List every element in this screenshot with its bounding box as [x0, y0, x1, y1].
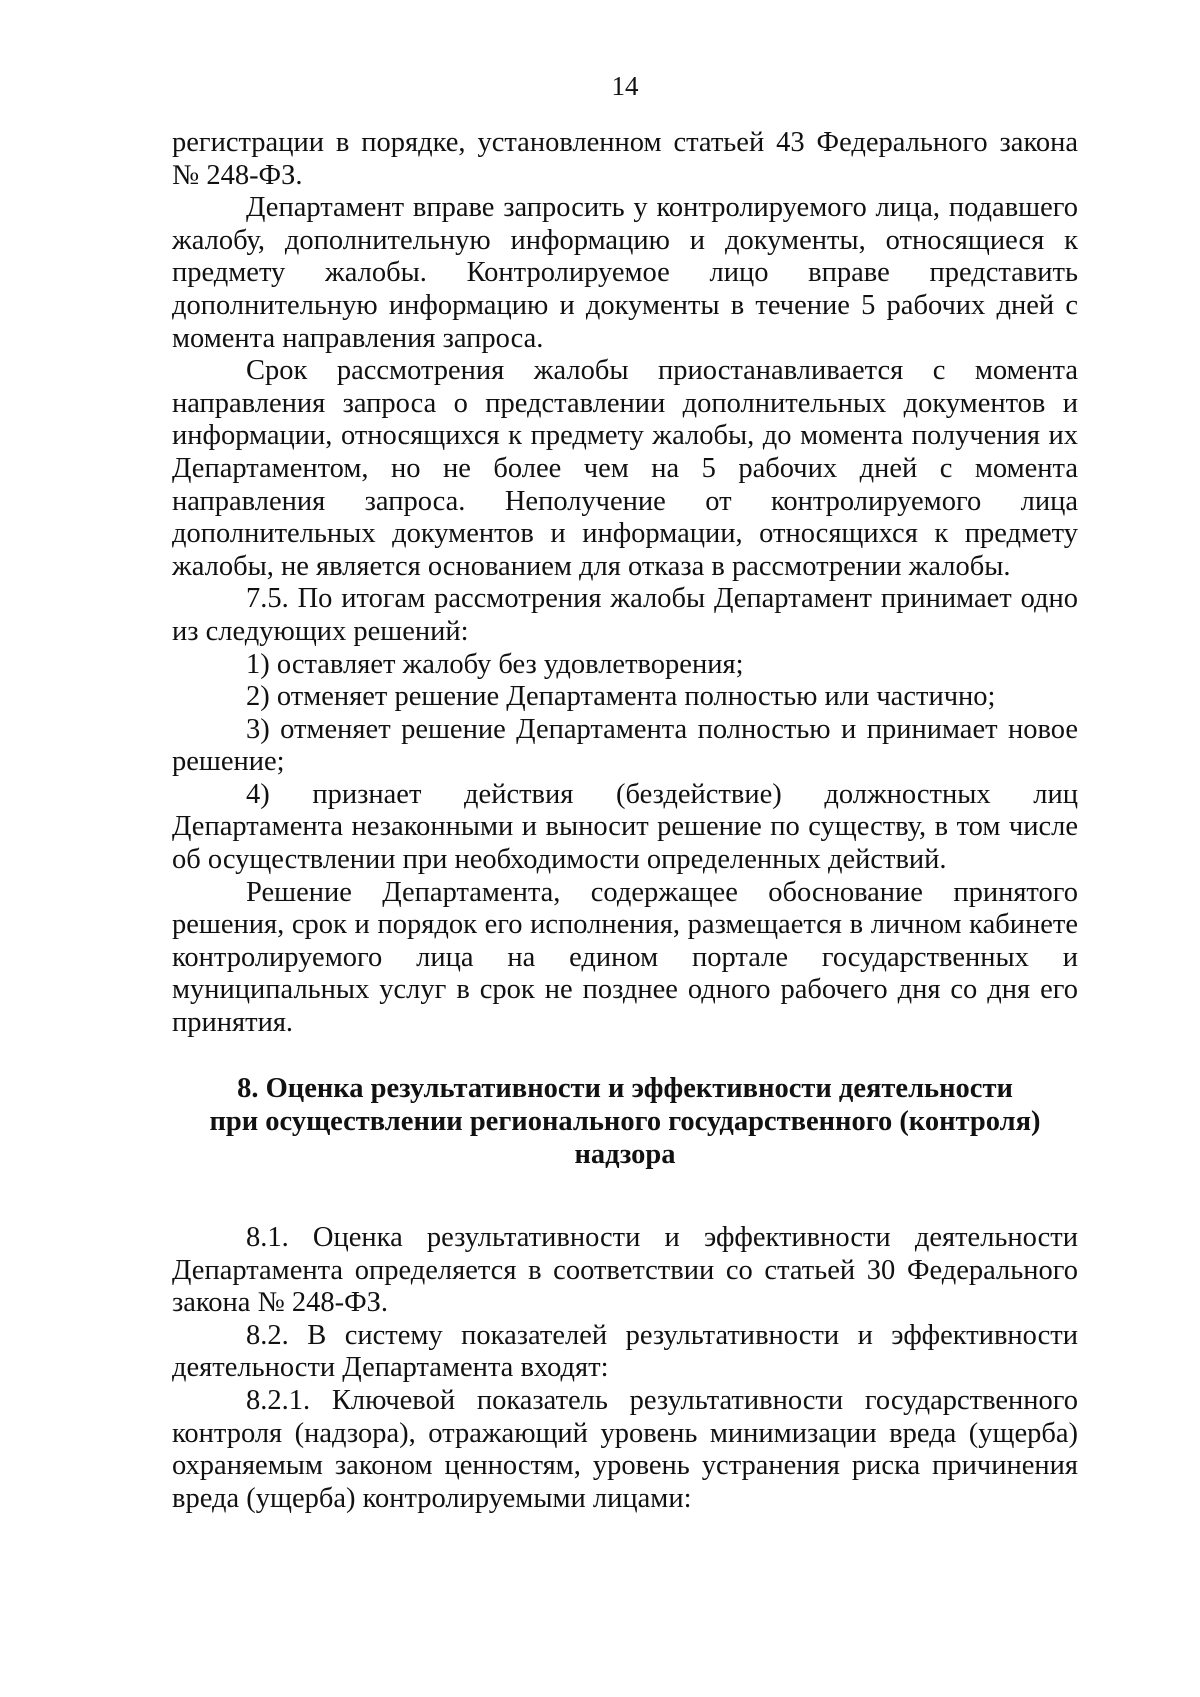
paragraph-request-info: Департамент вправе запросить у контролируемого лица, подавшего жалобу, дополнительную информацию и документы, относящиеся к предмету жалобы. Контролируемое лицо вправе представить дополнительную информацию и документы в течение 5 рабочих дней с момента направления запроса.: [172, 192, 1078, 354]
heading-line-1: 8. Оценка результативности и эффективности деятельности: [237, 1073, 1013, 1104]
document-page: [172, 0, 1078, 1697]
list-item-2: 2) отменяет решение Департамента полностью или частично;: [246, 681, 996, 713]
paragraph-decision: Решение Департамента, содержащее обоснование принятого решения, срок и порядок его исполнения, размещается в личном кабинете контролируемого лица на едином портале государственных и муниципальных услуг в срок не позднее одного рабочего дня со дня его принятия.: [172, 876, 1078, 1039]
list-item-4: 4) признает действия (бездействие) должностных лиц Департамента незаконными и выносит решение по существу, в том числе об осуществлении при необходимости определенных действий.: [172, 778, 1078, 876]
heading-line-3: надзора: [574, 1139, 676, 1170]
paragraph-suspension: Срок рассмотрения жалобы приостанавливается с момента направления запроса о представлении дополнительных документов и информации, относящихся к предмету жалобы, до момента получения их Департаментом, но не более чем на 5 рабочих дней с момента направления запроса. Неполучение от контролируемого лица дополнительных документов и информации, относящихся к предмету жалобы, не является основанием для отказа в рассмотрении жалобы.: [172, 355, 1078, 582]
paragraph-7-5: 7.5. По итогам рассмотрения жалобы Департамент принимает одно из следующих решений:: [172, 583, 1078, 647]
paragraph-8-2-1: 8.2.1. Ключевой показатель результативности государственного контроля (надзора), отражающий уровень минимизации вреда (ущерба) охраняемым законом ценностям, уровень устранения риска причинения вреда (ущерба) контролируемыми лицами:: [172, 1384, 1078, 1514]
heading-line-2: при осуществлении регионального государственного (контроля): [209, 1106, 1041, 1137]
paragraph-8-1: 8.1. Оценка результативности и эффективности деятельности Департамента определяется в соответствии со статьей 30 Федерального закона № 248-ФЗ.: [172, 1222, 1078, 1319]
body-text-top: [172, 127, 1078, 1040]
section-heading-8: [172, 1072, 1078, 1171]
list-item-1: 1) оставляет жалобу без удовлетворения;: [246, 648, 744, 680]
list-item-3: 3) отменяет решение Департамента полностью и принимает новое решение;: [172, 713, 1078, 778]
paragraph-continuation: регистрации в порядке, установленном статьей 43 Федерального закона № 248-ФЗ.: [172, 127, 1078, 191]
paragraph-8-2: 8.2. В систему показателей результативности и эффективности деятельности Департамента входят:: [172, 1319, 1078, 1384]
page-number: 14: [611, 71, 639, 101]
body-text-bottom: [172, 1222, 1078, 1515]
